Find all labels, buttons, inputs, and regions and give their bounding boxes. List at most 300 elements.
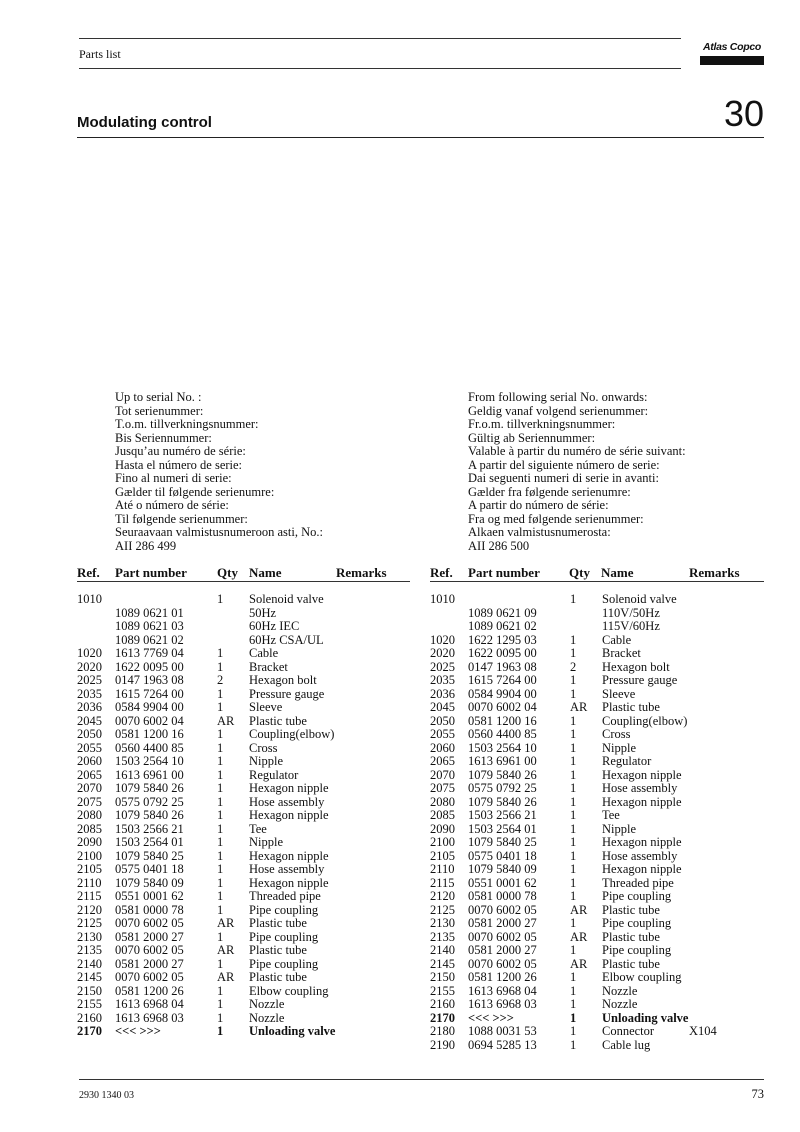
- cell-qty: 1: [570, 740, 577, 755]
- cell-qty: 1: [217, 889, 224, 903]
- cell-part: 0575 0401 18: [468, 848, 537, 863]
- cell-ref: 2140: [430, 943, 455, 957]
- table-row: [430, 809, 764, 823]
- cell-part: 1503 2564 10: [468, 740, 537, 755]
- cell-name: Connector: [602, 1024, 655, 1038]
- table-row: [77, 634, 410, 648]
- cell-qty: 1: [217, 1010, 224, 1025]
- table-row: [77, 1012, 410, 1026]
- cell-name: Nozzle: [602, 997, 638, 1011]
- cell-name: 110V/50Hz: [602, 605, 660, 620]
- cell-name: Pipe coupling: [249, 956, 319, 971]
- table-row: [77, 755, 410, 769]
- cell-part: 1613 6968 03: [468, 997, 537, 1011]
- table-row: [77, 728, 410, 742]
- cell-part: 0581 2000 27: [468, 916, 537, 930]
- cell-ref: 2065: [430, 754, 455, 768]
- cell-ref: 2020: [430, 646, 455, 660]
- table-row: [430, 904, 764, 918]
- cell-part: 0070 6002 04: [115, 713, 184, 728]
- cell-name: Pipe coupling: [602, 889, 672, 903]
- cell-ref: 2145: [77, 970, 102, 984]
- page-number: 73: [751, 1087, 764, 1101]
- cell-ref: 2090: [430, 821, 455, 836]
- cell-part: 0070 6002 05: [468, 929, 537, 944]
- cell-part: 1503 2566 21: [468, 808, 537, 822]
- cell-name: Hose assembly: [249, 794, 325, 809]
- cell-name: Solenoid valve: [249, 592, 324, 606]
- cell-qty: 1: [570, 767, 577, 782]
- cell-qty: 1: [217, 767, 224, 782]
- cell-ref: 2075: [77, 794, 102, 809]
- cell-remarks: X104: [689, 1024, 717, 1038]
- cell-part: 0581 1200 26: [115, 983, 184, 998]
- table-row: [77, 904, 410, 918]
- cell-part: 0551 0001 62: [468, 875, 537, 890]
- cell-qty: 1: [570, 835, 577, 849]
- serial-line: Jusqu’au numéro de série:: [115, 444, 246, 458]
- cell-name: Nipple: [602, 740, 637, 755]
- cell-part: 0575 0792 25: [115, 794, 184, 809]
- table-row: [77, 661, 410, 675]
- cell-part: 1503 2564 01: [115, 835, 184, 849]
- serial-line: A partir del siguiente número de serie:: [468, 457, 660, 472]
- title-rule: [77, 137, 764, 138]
- cell-qty: 1: [217, 956, 224, 971]
- cell-name: Plastic tube: [602, 902, 660, 917]
- table-row: [430, 728, 764, 742]
- cell-part: 0581 1200 16: [115, 727, 184, 741]
- cell-ref: 2180: [430, 1024, 455, 1038]
- serial-line: Gælder fra følgende serienumre:: [468, 484, 631, 499]
- cell-name: 50Hz: [249, 605, 277, 620]
- cell-name: Pipe coupling: [249, 902, 319, 917]
- header-top-rule: [79, 38, 681, 39]
- cell-name: 60Hz CSA/UL: [249, 632, 324, 647]
- table-row: [77, 647, 410, 661]
- table-row: [430, 674, 764, 688]
- cell-name: Nipple: [249, 754, 284, 768]
- cell-qty: 1: [217, 875, 224, 890]
- cell-qty: 1: [570, 848, 577, 863]
- cell-part: 0584 9904 00: [468, 686, 537, 701]
- cell-ref: 2160: [430, 997, 455, 1011]
- cell-ref: 2080: [77, 808, 102, 822]
- cell-qty: 1: [217, 983, 224, 998]
- table-row: [430, 944, 764, 958]
- cell-ref: 2150: [77, 983, 102, 998]
- chapter-number: 30: [723, 93, 764, 134]
- cell-part: 0070 6002 05: [468, 956, 537, 971]
- cell-qty: 1: [570, 862, 577, 876]
- section-label: Parts list: [79, 47, 121, 61]
- cell-name: Bracket: [249, 659, 288, 674]
- cell-name: Cross: [602, 727, 631, 741]
- cell-part: 0581 2000 27: [468, 943, 537, 957]
- cell-ref: 2055: [430, 727, 455, 741]
- serial-line: From following serial No. onwards:: [468, 390, 648, 404]
- cell-qty: 1: [217, 808, 224, 822]
- table-row: [430, 836, 764, 850]
- serial-line: Bis Seriennummer:: [115, 430, 212, 445]
- table-row: [77, 877, 410, 891]
- cell-ref: 1010: [430, 592, 455, 606]
- col-header-ref-right: Ref.: [430, 565, 453, 580]
- table-row: [430, 688, 764, 702]
- serial-line: Hasta el número de serie:: [115, 457, 243, 472]
- atlas-copco-logo: [700, 41, 764, 67]
- cell-part: 1613 6968 04: [115, 997, 184, 1011]
- cell-part: 1622 0095 00: [468, 646, 537, 660]
- cell-part: 1622 0095 00: [115, 659, 184, 674]
- cell-ref: 2145: [430, 956, 455, 971]
- cell-name: Nipple: [249, 835, 284, 849]
- cell-part: 0070 6002 05: [115, 916, 184, 930]
- cell-name: Plastic tube: [602, 929, 660, 944]
- serial-line: Fino al numeri di serie:: [115, 471, 232, 485]
- table-header-rule-left: [77, 581, 410, 582]
- cell-name: Hexagon nipple: [602, 835, 682, 849]
- cell-qty: 1: [570, 808, 577, 822]
- cell-name: Plastic tube: [249, 943, 307, 957]
- cell-part: 1079 5840 25: [468, 835, 537, 849]
- document-number: 2930 1340 03: [79, 1090, 134, 1101]
- footer-rule: [79, 1079, 764, 1080]
- cell-part: <<< >>>: [468, 1010, 514, 1025]
- cell-name: Regulator: [602, 754, 652, 768]
- serial-line: Dai seguenti numeri di serie in avanti:: [468, 471, 659, 485]
- col-header-remarks-left: Remarks: [336, 565, 387, 580]
- table-row: [430, 634, 764, 648]
- cell-ref: 2050: [77, 727, 102, 741]
- table-row: [430, 607, 764, 621]
- cell-name: Coupling(elbow): [602, 713, 688, 728]
- cell-name: Cable lug: [602, 1037, 651, 1052]
- serial-line: Gælder til følgende serienumre:: [115, 484, 275, 499]
- col-header-remarks-right: Remarks: [689, 565, 740, 580]
- cell-ref: 1020: [77, 646, 102, 660]
- cell-ref: 1020: [430, 632, 455, 647]
- cell-part: 0581 1200 16: [468, 713, 537, 728]
- cell-name: Plastic tube: [602, 956, 660, 971]
- cell-name: Coupling(elbow): [249, 727, 335, 741]
- cell-name: Tee: [249, 821, 267, 836]
- serial-line: Gültig ab Seriennummer:: [468, 430, 596, 445]
- cell-name: Sleeve: [602, 686, 636, 701]
- serial-line: A partir do número de série:: [468, 498, 609, 512]
- cell-name: Threaded pipe: [602, 875, 674, 890]
- cell-ref: 2135: [77, 943, 102, 957]
- col-header-part-left: Part number: [115, 565, 187, 580]
- cell-qty: 2: [217, 673, 224, 687]
- cell-ref: 2120: [77, 902, 102, 917]
- header-bottom-rule: [79, 68, 681, 69]
- logo-bar: [700, 56, 764, 65]
- col-header-qty-right: Qty: [569, 565, 590, 580]
- cell-name: Elbow coupling: [249, 983, 329, 998]
- table-row: [77, 607, 410, 621]
- cell-name: Nozzle: [249, 1010, 285, 1025]
- cell-qty: 1: [217, 592, 224, 606]
- cell-ref: 2070: [430, 767, 455, 782]
- cell-qty: 1: [570, 754, 577, 768]
- cell-ref: 2140: [77, 956, 102, 971]
- cell-ref: 2130: [430, 916, 455, 930]
- cell-part: 1613 6968 03: [115, 1010, 184, 1025]
- cell-qty: 1: [570, 943, 577, 957]
- table-row: [430, 742, 764, 756]
- table-row: [77, 863, 410, 877]
- cell-part: 1503 2566 21: [115, 821, 184, 836]
- cell-qty: 1: [570, 794, 577, 809]
- cell-part: 0584 9904 00: [115, 700, 184, 714]
- cell-ref: 2020: [77, 659, 102, 674]
- cell-ref: 2170: [430, 1010, 455, 1025]
- table-row: [430, 877, 764, 891]
- cell-part: <<< >>>: [115, 1024, 161, 1038]
- cell-part: 0560 4400 85: [468, 727, 537, 741]
- cell-ref: 2060: [77, 754, 102, 768]
- table-row: [430, 985, 764, 999]
- cell-part: 0070 6002 05: [468, 902, 537, 917]
- cell-name: Cable: [602, 632, 632, 647]
- cell-name: Plastic tube: [602, 700, 660, 714]
- cell-part: 0581 2000 27: [115, 929, 184, 944]
- table-row: [77, 742, 410, 756]
- table-row: [430, 769, 764, 783]
- serial-line: Até o número de série:: [115, 498, 229, 512]
- cell-qty: 1: [570, 592, 577, 606]
- cell-qty: 1: [570, 970, 577, 984]
- cell-name: Hexagon nipple: [249, 808, 329, 822]
- cell-ref: 2036: [430, 686, 455, 701]
- cell-name: Unloading valve: [602, 1010, 689, 1025]
- serial-line: Fr.o.m. tillverkningsnummer:: [468, 417, 616, 431]
- table-row: [430, 661, 764, 675]
- cell-ref: 2100: [430, 835, 455, 849]
- cell-ref: 2065: [77, 767, 102, 782]
- table-row: [77, 701, 410, 715]
- cell-part: 1615 7264 00: [468, 673, 537, 687]
- cell-qty: 1: [570, 632, 577, 647]
- cell-ref: 2045: [77, 713, 102, 728]
- cell-qty: 1: [217, 646, 224, 660]
- cell-name: Elbow coupling: [602, 970, 682, 984]
- cell-name: Hose assembly: [602, 848, 678, 863]
- logo-text: Atlas Copco: [703, 41, 761, 53]
- cell-name: 115V/60Hz: [602, 619, 660, 633]
- cell-part: 1613 7769 04: [115, 646, 184, 660]
- serial-line: Seuraavaan valmistusnumeroon asti, No.:: [115, 525, 323, 539]
- col-header-qty-left: Qty: [217, 565, 238, 580]
- cell-ref: 2170: [77, 1024, 102, 1038]
- cell-name: Plastic tube: [249, 713, 307, 728]
- cell-part: 0575 0792 25: [468, 781, 537, 795]
- serial-line: Til følgende serienummer:: [115, 511, 248, 526]
- cell-name: Hexagon nipple: [249, 875, 329, 890]
- table-row: [430, 958, 764, 972]
- cell-part: 1622 1295 03: [468, 632, 537, 647]
- cell-name: Hexagon bolt: [249, 673, 317, 687]
- cell-qty: 1: [217, 754, 224, 768]
- table-header-rule-right: [430, 581, 764, 582]
- cell-part: 1613 6961 00: [115, 767, 184, 782]
- serial-info-left: [115, 391, 323, 553]
- table-row: [430, 647, 764, 661]
- table-row: [77, 836, 410, 850]
- cell-part: 1089 0621 02: [115, 632, 184, 647]
- cell-qty: 1: [570, 983, 577, 998]
- cell-name: Cable: [249, 646, 279, 660]
- table-row: [77, 998, 410, 1012]
- cell-ref: 2075: [430, 781, 455, 795]
- cell-ref: 2115: [430, 875, 455, 890]
- cell-qty: 1: [570, 1010, 577, 1025]
- cell-qty: 1: [217, 1024, 224, 1038]
- page-title: Modulating control: [77, 114, 212, 131]
- cell-part: 0694 5285 13: [468, 1037, 537, 1052]
- cell-ref: 2135: [430, 929, 455, 944]
- cell-ref: 2085: [77, 821, 102, 836]
- cell-name: Threaded pipe: [249, 889, 321, 903]
- table-row: [430, 1012, 764, 1026]
- cell-part: 0581 2000 27: [115, 956, 184, 971]
- cell-qty: AR: [217, 970, 235, 984]
- cell-name: Pipe coupling: [602, 943, 672, 957]
- serial-line: Tot serienummer:: [115, 403, 204, 418]
- cell-name: Unloading valve: [249, 1024, 336, 1038]
- cell-ref: 2100: [77, 848, 102, 863]
- serial-line: AII 286 500: [468, 538, 530, 553]
- cell-ref: 2055: [77, 740, 102, 755]
- cell-qty: 1: [217, 794, 224, 809]
- cell-part: 1079 5840 26: [115, 781, 184, 795]
- cell-ref: 2050: [430, 713, 455, 728]
- cell-part: 1079 5840 26: [468, 767, 537, 782]
- cell-name: Hexagon nipple: [602, 767, 682, 782]
- cell-ref: 2105: [77, 862, 102, 876]
- table-row: [77, 931, 410, 945]
- cell-ref: 2085: [430, 808, 455, 822]
- cell-name: Cross: [249, 740, 278, 755]
- table-row: [77, 944, 410, 958]
- cell-part: 1613 6961 00: [468, 754, 537, 768]
- cell-name: Sleeve: [249, 700, 283, 714]
- cell-qty: 1: [217, 659, 224, 674]
- cell-ref: 1010: [77, 592, 102, 606]
- table-row: [77, 593, 410, 607]
- table-row: [430, 917, 764, 931]
- cell-qty: 1: [570, 916, 577, 930]
- cell-part: 0581 1200 26: [468, 970, 537, 984]
- cell-name: Pipe coupling: [249, 929, 319, 944]
- cell-qty: 1: [570, 889, 577, 903]
- cell-qty: AR: [570, 929, 588, 944]
- cell-name: Hexagon nipple: [602, 794, 682, 809]
- cell-qty: 1: [570, 1024, 577, 1038]
- cell-part: 0070 6002 05: [115, 943, 184, 957]
- table-row: [430, 971, 764, 985]
- col-header-name-left: Name: [249, 565, 282, 580]
- cell-part: 1079 5840 25: [115, 848, 184, 863]
- cell-name: Hexagon bolt: [602, 659, 670, 674]
- cell-ref: 2025: [430, 659, 455, 674]
- table-row: [430, 701, 764, 715]
- cell-qty: 1: [570, 686, 577, 701]
- cell-ref: 2035: [77, 686, 102, 701]
- serial-line: Up to serial No. :: [115, 390, 202, 404]
- table-row: [77, 782, 410, 796]
- cell-qty: 1: [570, 673, 577, 687]
- cell-qty: 1: [217, 997, 224, 1011]
- cell-part: 1079 5840 26: [468, 794, 537, 809]
- cell-qty: 1: [217, 848, 224, 863]
- cell-qty: 1: [217, 902, 224, 917]
- cell-ref: 2090: [77, 835, 102, 849]
- cell-ref: 2190: [430, 1037, 455, 1052]
- table-row: [77, 917, 410, 931]
- serial-line: Valable à partir du numéro de série suivant:: [468, 444, 686, 458]
- cell-part: 1079 5840 26: [115, 808, 184, 822]
- cell-name: Tee: [602, 808, 620, 822]
- cell-ref: 2045: [430, 700, 455, 714]
- cell-ref: 2110: [430, 862, 455, 876]
- cell-name: Hexagon nipple: [249, 848, 329, 863]
- table-row: [77, 809, 410, 823]
- cell-part: 1089 0621 03: [115, 619, 184, 633]
- cell-name: Hose assembly: [249, 862, 325, 876]
- cell-part: 0070 6002 04: [468, 700, 537, 714]
- table-row: [77, 1025, 410, 1039]
- cell-qty: AR: [570, 956, 588, 971]
- cell-ref: 2035: [430, 673, 455, 687]
- cell-qty: 2: [570, 659, 577, 674]
- cell-qty: 1: [217, 740, 224, 755]
- parts-table-left: [77, 593, 410, 1039]
- table-row: [430, 620, 764, 634]
- cell-part: 1503 2564 01: [468, 821, 537, 836]
- table-row: [77, 688, 410, 702]
- table-row: [77, 674, 410, 688]
- cell-part: 1615 7264 00: [115, 686, 184, 701]
- table-row: [430, 850, 764, 864]
- cell-qty: 1: [570, 727, 577, 741]
- table-row: [77, 769, 410, 783]
- cell-qty: 1: [570, 646, 577, 660]
- cell-name: Pressure gauge: [602, 673, 678, 687]
- table-row: [77, 850, 410, 864]
- cell-ref: 2105: [430, 848, 455, 863]
- table-row: [430, 593, 764, 607]
- cell-part: 0070 6002 05: [115, 970, 184, 984]
- table-row: [77, 890, 410, 904]
- table-row: [77, 620, 410, 634]
- cell-ref: 2060: [430, 740, 455, 755]
- table-row: [430, 998, 764, 1012]
- cell-name: Nipple: [602, 821, 637, 836]
- cell-ref: 2130: [77, 929, 102, 944]
- table-row: [430, 863, 764, 877]
- table-row: [430, 1039, 764, 1053]
- parts-table-right: [430, 593, 764, 1052]
- serial-line: Geldig vanaf volgend serienummer:: [468, 403, 649, 418]
- cell-qty: 1: [217, 821, 224, 836]
- table-row: [430, 823, 764, 837]
- cell-part: 0575 0401 18: [115, 862, 184, 876]
- table-row: [430, 1025, 764, 1039]
- cell-qty: 1: [570, 713, 577, 728]
- cell-ref: 2036: [77, 700, 102, 714]
